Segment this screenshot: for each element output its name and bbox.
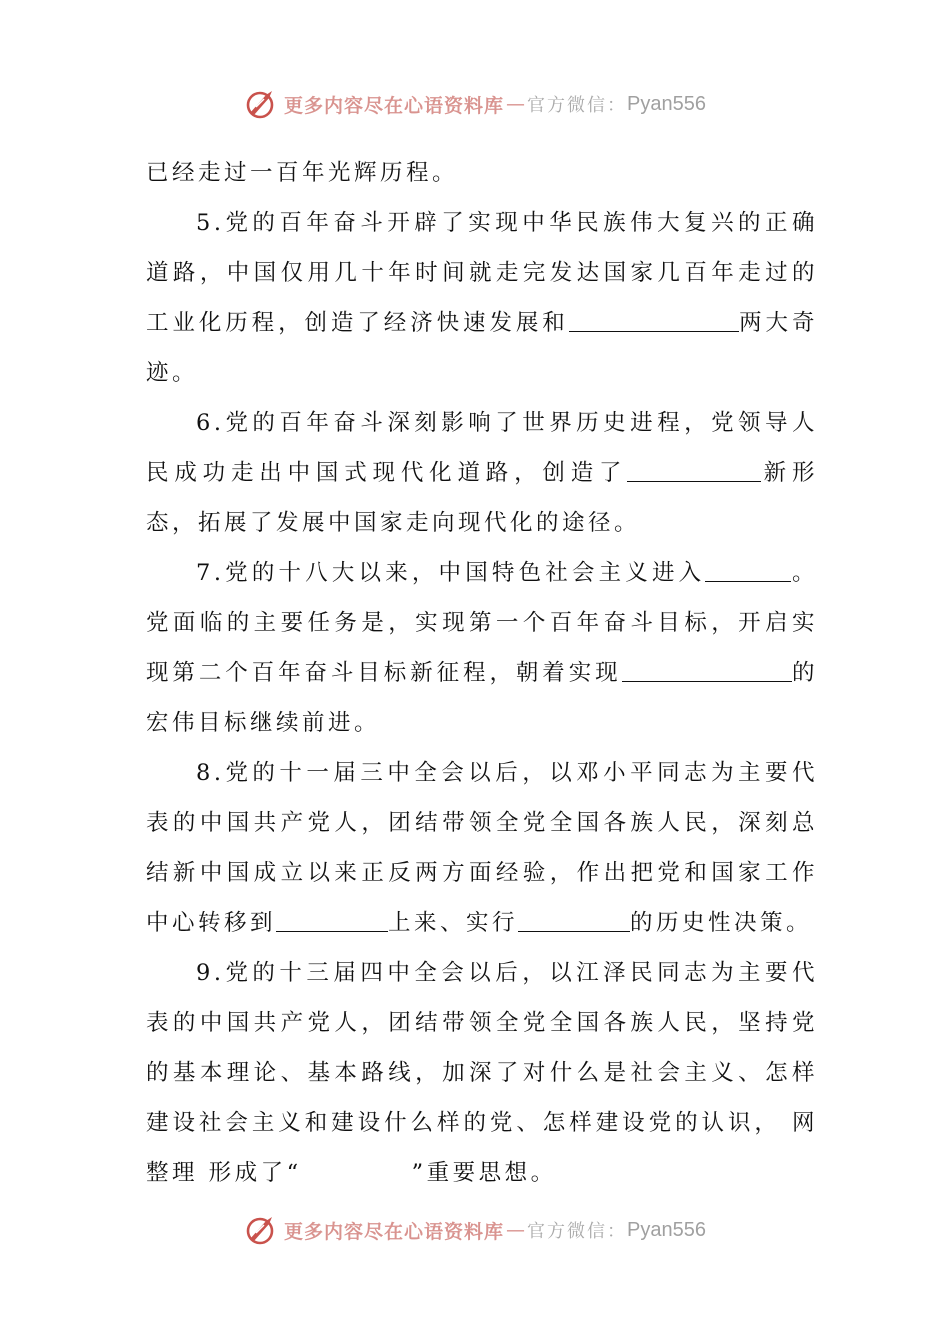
text-segment: 。党面临的主要任务是，实现第一个百年奋斗目标，开启实现第二个百年奋斗目标新征程，朝着实现 (146, 560, 818, 686)
wechat-label: 官方微信： (527, 1221, 628, 1242)
text-segment: 上来、实行 (388, 910, 519, 936)
banner-title: 更多内容尽在心语资料库 (284, 94, 505, 117)
header-banner (0, 82, 950, 126)
banner-separator: — (506, 93, 526, 115)
paragraph-5 (146, 198, 818, 398)
banner-title: 更多内容尽在心语资料库 (284, 1220, 505, 1243)
text-segment: 的宏伟目标继续前进。 (146, 660, 818, 736)
text-segment: 8.党的十一届三中全会以后，以邓小平同志为主要代表的中国共产党人，团结带领全党全国各族人民，深刻总结新中国成立以来正反两方面经验，作出把党和国家工作中心转移到 (146, 760, 818, 936)
fill-in-blank[interactable] (627, 457, 761, 482)
fill-in-blank[interactable] (569, 307, 739, 332)
paragraph-9 (146, 948, 818, 1198)
fill-in-blank[interactable] (518, 907, 630, 932)
fill-in-blank[interactable] (705, 557, 791, 582)
text-segment: 9.党的十三届四中全会以后，以江泽民同志为主要代表的中国共产党人，团结带领全党全国各族人民，坚持党的基本理论、基本路线，加深了对什么是社会主义、怎样建设社会主义和建设什么样的党、怎样建设党的认识， 网整理 形成了“ (146, 960, 818, 1186)
text-segment: 的历史性决策。 (630, 910, 813, 936)
paragraph-4-tail (146, 148, 818, 198)
wechat-id: Pyan556 (627, 1218, 706, 1241)
paragraph-8 (146, 748, 818, 948)
pen-circle-logo-icon (244, 1213, 278, 1247)
document-body (146, 148, 818, 1198)
wechat-label: 官方微信： (527, 95, 628, 116)
footer-banner (0, 1208, 950, 1252)
paragraph-6 (146, 398, 818, 548)
wechat-id: Pyan556 (627, 92, 706, 115)
text-segment: 5.党的百年奋斗开辟了实现中华民族伟大复兴的正确道路，中国仅用几十年时间就走完发达国家几百年走过的工业化历程，创造了经济快速发展和 (146, 210, 818, 336)
text-segment: 新形态，拓展了发展中国家走向现代化的途径。 (146, 460, 818, 536)
banner-separator: — (506, 1219, 526, 1241)
text-segment: 两大奇迹。 (146, 310, 818, 386)
paragraph-7 (146, 548, 818, 748)
text-segment: 6.党的百年奋斗深刻影响了世界历史进程，党领导人民成功走出中国式现代化道路，创造了 (146, 410, 818, 486)
text-segment: 已经走过一百年光辉历程。 (146, 160, 459, 186)
text-segment: ”重要思想。 (411, 1160, 557, 1186)
fill-in-blank[interactable] (622, 657, 792, 682)
text-segment: 7.党的十八大以来，中国特色社会主义进入 (196, 560, 706, 586)
fill-in-blank[interactable] (276, 907, 388, 932)
pen-circle-logo-icon (244, 87, 278, 121)
